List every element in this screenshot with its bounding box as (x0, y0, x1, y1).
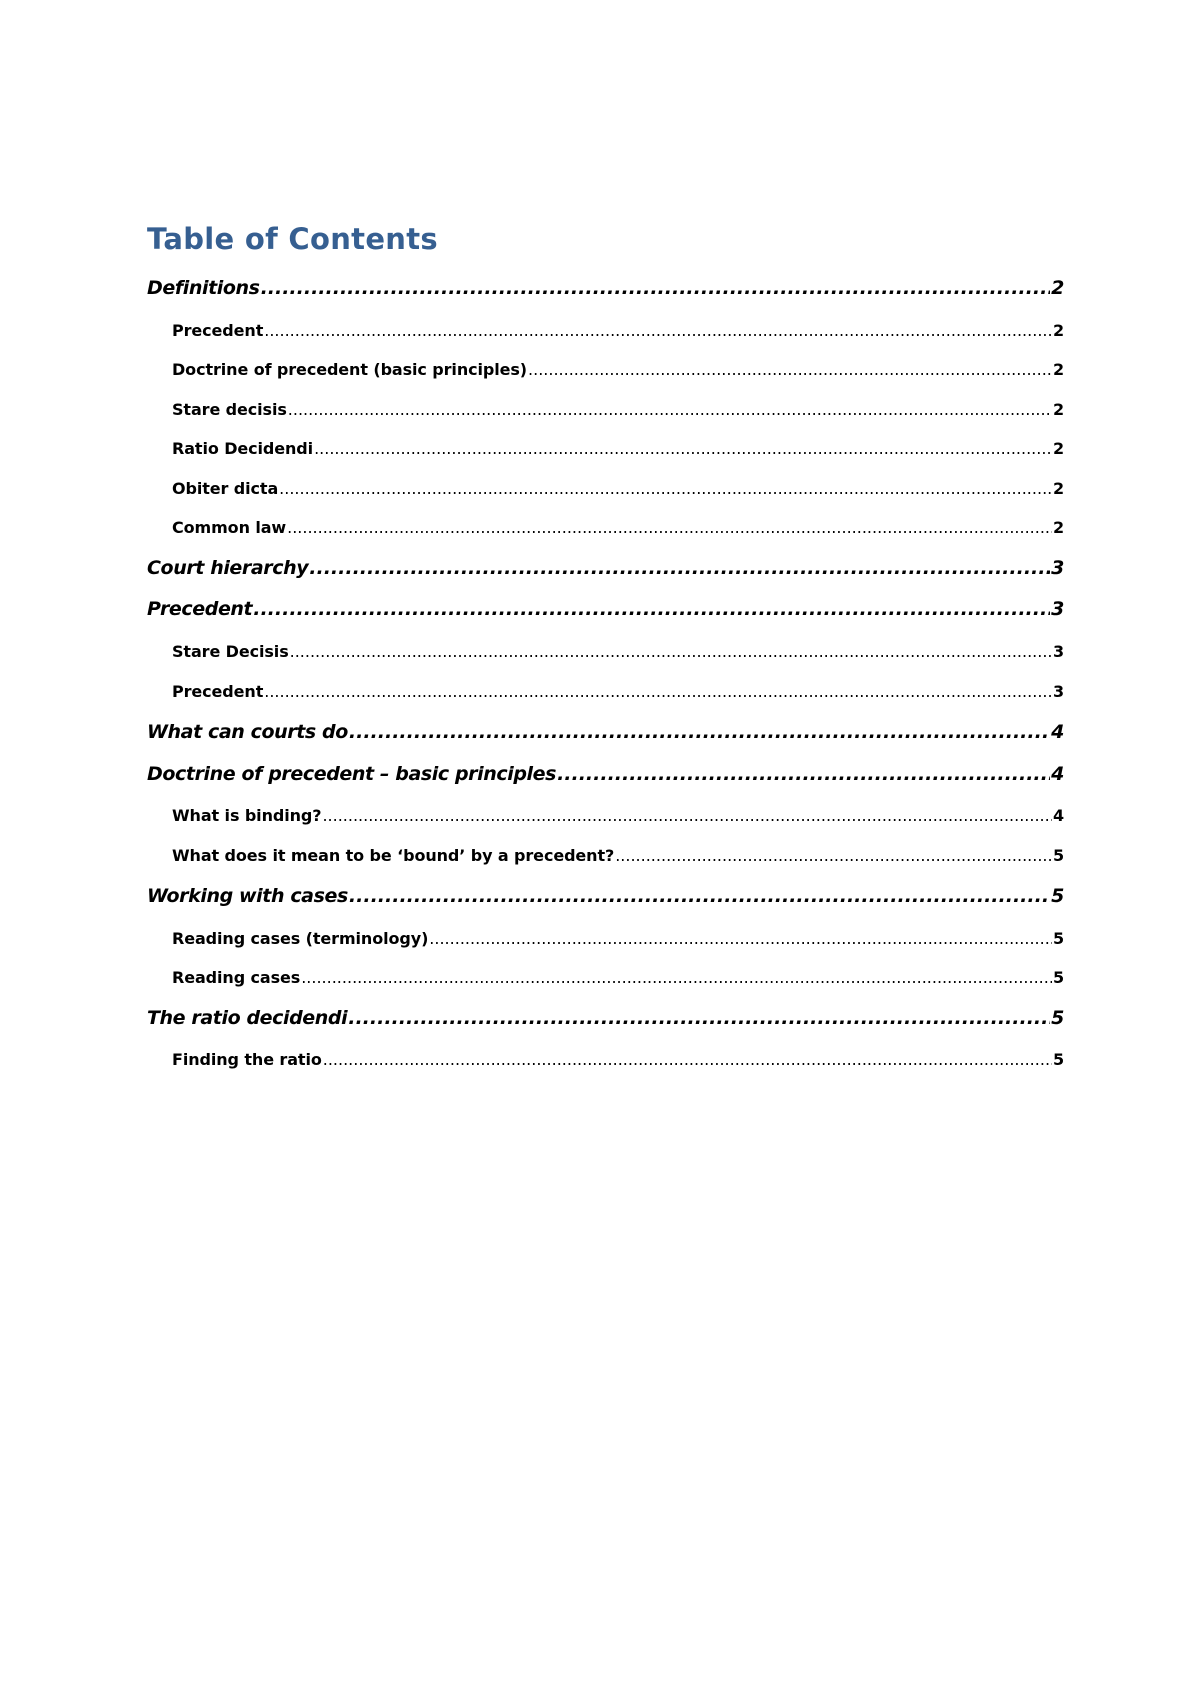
toc-page-number: 5 (1051, 885, 1064, 907)
toc-entry-ratio-decidendi[interactable] (172, 437, 1064, 461)
toc-entry-label: Reading cases (terminology) (172, 929, 429, 948)
toc-dot-leader (253, 597, 1050, 621)
toc-page-number: 2 (1052, 518, 1064, 537)
toc-page-number: 4 (1051, 721, 1064, 743)
toc-entry-label: Precedent (172, 321, 264, 340)
toc-entry-stare-decisis[interactable] (172, 398, 1064, 422)
toc-entry-label: Definitions (147, 277, 260, 299)
toc-dot-leader (264, 680, 1052, 704)
toc-entry-reading-cases-terminology[interactable] (172, 927, 1064, 951)
toc-page-number: 5 (1052, 1050, 1064, 1069)
toc-entry-label: What does it mean to be ‘bound’ by a precedent? (172, 846, 615, 865)
toc-dot-leader (309, 556, 1050, 580)
toc-entry-label: Finding the ratio (172, 1050, 322, 1069)
toc-entry-label: Reading cases (172, 968, 301, 987)
toc-page-number: 5 (1052, 968, 1064, 987)
toc-page-number: 3 (1051, 598, 1064, 620)
toc-dot-leader (314, 437, 1052, 461)
toc-page-number: 4 (1052, 806, 1064, 825)
toc-dot-leader (323, 1048, 1052, 1072)
toc-entry-doctrine-of-precedent[interactable] (147, 762, 1064, 786)
toc-page-number: 2 (1052, 360, 1064, 379)
toc-entry-what-can-courts-do[interactable] (147, 720, 1064, 744)
toc-entry-precedent-2[interactable] (172, 680, 1064, 704)
toc-entry-label: Working with cases (147, 885, 348, 907)
toc-dot-leader (287, 516, 1052, 540)
toc-entry-precedent[interactable] (172, 319, 1064, 343)
toc-page-number: 2 (1052, 400, 1064, 419)
toc-page-number: 2 (1052, 321, 1064, 340)
toc-page-number: 4 (1051, 763, 1064, 785)
toc-dot-leader (349, 720, 1050, 744)
toc-dot-leader (349, 884, 1050, 908)
toc-entry-working-with-cases[interactable] (147, 884, 1064, 908)
toc-page-number: 5 (1052, 929, 1064, 948)
toc-dot-leader (301, 966, 1052, 990)
toc-dot-leader (322, 804, 1052, 828)
toc-entry-bound-by-precedent[interactable] (172, 844, 1064, 868)
toc-entry-label: Doctrine of precedent – basic principles (147, 763, 557, 785)
toc-entry-label: Precedent (172, 682, 264, 701)
toc-page-number: 2 (1052, 479, 1064, 498)
toc-entry-common-law[interactable] (172, 516, 1064, 540)
toc-entry-label: Court hierarchy (147, 557, 309, 579)
toc-dot-leader (288, 398, 1052, 422)
toc-dot-leader (290, 640, 1052, 664)
toc-entry-label: Doctrine of precedent (basic principles) (172, 360, 528, 379)
toc-entry-label: What can courts do (147, 721, 348, 743)
toc-entry-precedent-section[interactable] (147, 597, 1064, 621)
toc-page-number: 5 (1052, 846, 1064, 865)
toc-dot-leader (261, 276, 1051, 300)
toc-entry-label: Stare decisis (172, 400, 287, 419)
toc-entry-ratio-decidendi-section[interactable] (147, 1006, 1064, 1030)
toc-entry-label: Precedent (147, 598, 253, 620)
toc-page-number: 3 (1051, 557, 1064, 579)
toc-entry-stare-decisis-2[interactable] (172, 640, 1064, 664)
toc-entry-reading-cases[interactable] (172, 966, 1064, 990)
toc-entry-doctrine-basic-principles[interactable] (172, 358, 1064, 382)
toc-entry-label: Common law (172, 518, 287, 537)
toc-dot-leader (279, 477, 1052, 501)
toc-dot-leader (615, 844, 1052, 868)
toc-entry-court-hierarchy[interactable] (147, 556, 1064, 580)
toc-entry-finding-the-ratio[interactable] (172, 1048, 1064, 1072)
toc-dot-leader (264, 319, 1052, 343)
toc-dot-leader (429, 927, 1052, 951)
toc-entry-definitions[interactable] (147, 276, 1064, 300)
toc-page-number: 5 (1051, 1007, 1064, 1029)
toc-page-number: 3 (1052, 642, 1064, 661)
toc-page-number: 2 (1051, 277, 1064, 299)
toc-title: Table of Contents (147, 222, 438, 256)
toc-entry-label: Stare Decisis (172, 642, 289, 661)
toc-entry-label: Obiter dicta (172, 479, 279, 498)
toc-entry-label: Ratio Decidendi (172, 439, 314, 458)
toc-page-number: 3 (1052, 682, 1064, 701)
toc-dot-leader (528, 358, 1052, 382)
toc-entry-label: What is binding? (172, 806, 322, 825)
toc-entry-label: The ratio decidendi (147, 1007, 348, 1029)
toc-entry-obiter-dicta[interactable] (172, 477, 1064, 501)
toc-entry-what-is-binding[interactable] (172, 804, 1064, 828)
toc-page-number: 2 (1052, 439, 1064, 458)
toc-dot-leader (557, 762, 1050, 786)
toc-dot-leader (348, 1006, 1050, 1030)
